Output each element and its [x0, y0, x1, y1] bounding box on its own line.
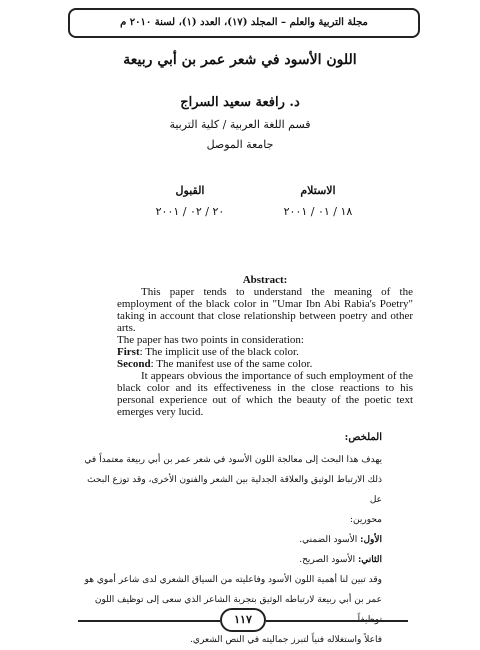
summary-line-3: محورين:: [349, 515, 382, 525]
arabic-summary-title: الملخص:: [344, 432, 382, 443]
second-axis-label: الثاني:: [357, 555, 382, 565]
author-university: جامعة الموصل: [206, 138, 274, 151]
summary-line-7: عمر بن أبي ربيعة لارتباطه الوثيق بتجربة الشاعر الذي سعى إلى توظيف اللون: [94, 595, 382, 605]
abstract-paragraph-2: The paper has two points in consideration:: [117, 334, 304, 346]
received-label: الاستلام: [300, 184, 336, 197]
author-name: د. رافعة سعيد السراج: [180, 95, 300, 110]
summary-line-6: وقد تبين لنا أهمية اللون الأسود وفاعليته من السياق الشعري لدى شاعر أموي هو: [84, 575, 382, 585]
paper-title: اللون الأسود في شعر عمر بن أبي ربيعة: [123, 52, 357, 68]
second-label: Second: [117, 358, 151, 370]
summary-line-8: فاعلاً واستغلاله فنياً لتبرز جماليته في النص الشعري.: [190, 635, 382, 645]
page-number: ١١٧: [220, 608, 266, 632]
journal-citation: مجلة التربية والعلم – المجلد (١٧)، العدد (١)، لسنة ٢٠١٠ م: [120, 17, 368, 28]
abstract-title: Abstract:: [242, 274, 288, 286]
summary-line-1: يهدف هذا البحث إلى معالجة اللون الأسود في شعر عمر بن أبي ربيعة معتمداً في: [84, 455, 382, 465]
author-department: قسم اللغة العربية / كلية التربية: [169, 118, 311, 131]
english-abstract: [117, 274, 413, 418]
page-divider-right: [266, 620, 408, 622]
abstract-paragraph-3: It appears obvious the importance of such employment of the black color and its effectiveness in the close reactions to his personal experience out of which the beauty of the poetic text emerges very lucid.: [117, 370, 413, 418]
abstract-first-point: [117, 346, 413, 358]
first-text: : The implicit use of the black color.: [139, 346, 299, 358]
summary-line-2: ذلك الارتباط الوثيق والعلاقة الجدلية بين الشعر والفنون الأخرى، وقد توزع البحث عل: [87, 475, 382, 505]
first-label: First: [117, 346, 140, 358]
first-axis-label: الأول:: [360, 535, 382, 545]
journal-header: [68, 8, 420, 38]
summary-line-4: [82, 530, 382, 550]
second-axis-text: الأسود الصريح.: [299, 555, 356, 565]
second-text: : The manifest use of the same color.: [150, 358, 313, 370]
accepted-date: ٢٠ / ٠٢ / ٢٠٠١: [155, 205, 225, 218]
first-axis-text: الأسود الضمني.: [299, 535, 358, 545]
received-date: ١٨ / ٠١ / ٢٠٠١: [283, 205, 353, 218]
abstract-second-point: [117, 358, 413, 370]
page-divider-left: [78, 620, 220, 622]
accepted-label: القبول: [175, 184, 205, 197]
summary-line-5: [82, 550, 382, 570]
abstract-paragraph-1: This paper tends to understand the meaning of the employment of the black color in "Umar Ibn Abi Rabia's Poetry" taking in account that close relationship between poetry and other arts.: [117, 286, 413, 334]
